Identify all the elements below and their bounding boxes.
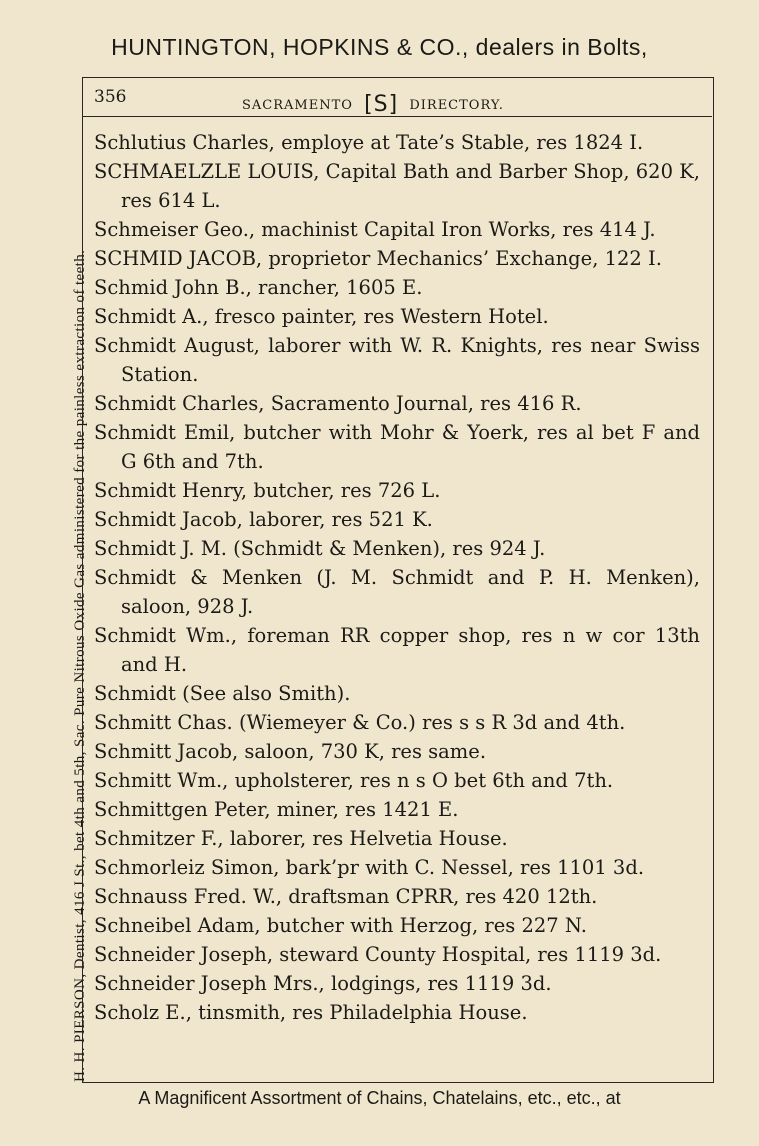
directory-entry: SCHMID JACOB, proprietor Mechanics’ Exchange, 122 I. — [94, 247, 662, 270]
directory-entry: Schmeiser Geo., machinist Capital Iron Works, res 414 J. — [94, 218, 656, 241]
directory-entry: Schmorleiz Simon, bark’pr with C. Nessel, res 1101 3d. — [94, 856, 645, 879]
directory-entry: Schmidt Wm., foreman RR copper shop, res n w cor 13th and H. — [94, 624, 700, 676]
directory-entry: Schneider Joseph Mrs., lodgings, res 1119 3d. — [94, 972, 552, 995]
directory-entry: Schmidt August, laborer with W. R. Knights, res near Swiss Station. — [94, 334, 700, 386]
page-frame-bottom-rule — [82, 1082, 714, 1083]
side-advertisement: H. H. PIERSON, Dentist, 416 J St., bet 4th and 5th, Sac. Pure Nitrous Oxide Gas administered for the painless extraction of teeth. — [72, 249, 88, 1082]
directory-entry: Schmid John B., rancher, 1605 E. — [94, 276, 423, 299]
directory-entry: Schlutius Charles, employe at Tate’s Stable, res 1824 I. — [94, 131, 644, 154]
directory-entry: Schmitt Jacob, saloon, 730 K, res same. — [94, 740, 487, 763]
directory-entry: Schmittgen Peter, miner, res 1421 E. — [94, 798, 459, 821]
directory-entry: Schmidt Emil, butcher with Mohr & Yoerk, res al bet F and G 6th and 7th. — [94, 421, 700, 473]
directory-entry: Schnauss Fred. W., draftsman CPRR, res 420 12th. — [94, 885, 598, 908]
directory-entry: Schmitzer F., laborer, res Helvetia House. — [94, 827, 508, 850]
directory-entry: Schneider Joseph, steward County Hospital, res 1119 3d. — [94, 943, 662, 966]
directory-entry: SCHMAELZLE LOUIS, Capital Bath and Barber Shop, 620 K, res 614 L. — [94, 160, 700, 212]
directory-entry: Schmidt A., fresco painter, res Western Hotel. — [94, 305, 549, 328]
running-title-right: DIRECTORY. — [409, 98, 504, 113]
running-title — [242, 90, 504, 115]
directory-entry: Schmidt Charles, Sacramento Journal, res 416 R. — [94, 392, 582, 415]
directory-entry: Schmidt (See also Smith). — [94, 682, 351, 705]
section-letter: [S] — [364, 92, 399, 117]
running-head — [82, 78, 712, 117]
directory-entries — [94, 128, 700, 1027]
directory-entry: Schmitt Chas. (Wiemeyer & Co.) res s s R 3d and 4th. — [94, 711, 626, 734]
directory-entry: Schneibel Adam, butcher with Herzog, res 227 N. — [94, 914, 587, 937]
directory-entry: Schmidt & Menken (J. M. Schmidt and P. H. Menken), saloon, 928 J. — [94, 566, 700, 618]
directory-entry: Schmidt Jacob, laborer, res 521 K. — [94, 508, 433, 531]
running-title-left: SACRAMENTO — [242, 98, 353, 113]
directory-entry: Schmidt Henry, butcher, res 726 L. — [94, 479, 441, 502]
bottom-advertisement-footer: A Magnificent Assortment of Chains, Chatelains, etc., etc., at — [138, 1088, 621, 1108]
directory-entry: Scholz E., tinsmith, res Philadelphia House. — [94, 1001, 528, 1024]
directory-entry: Schmidt J. M. (Schmidt & Menken), res 924 J. — [94, 537, 546, 560]
top-advertisement-banner: HUNTINGTON, HOPKINS & CO., dealers in Bolts, — [111, 34, 648, 60]
page-number: 356 — [94, 87, 127, 107]
directory-entry: Schmitt Wm., upholsterer, res n s O bet 6th and 7th. — [94, 769, 614, 792]
